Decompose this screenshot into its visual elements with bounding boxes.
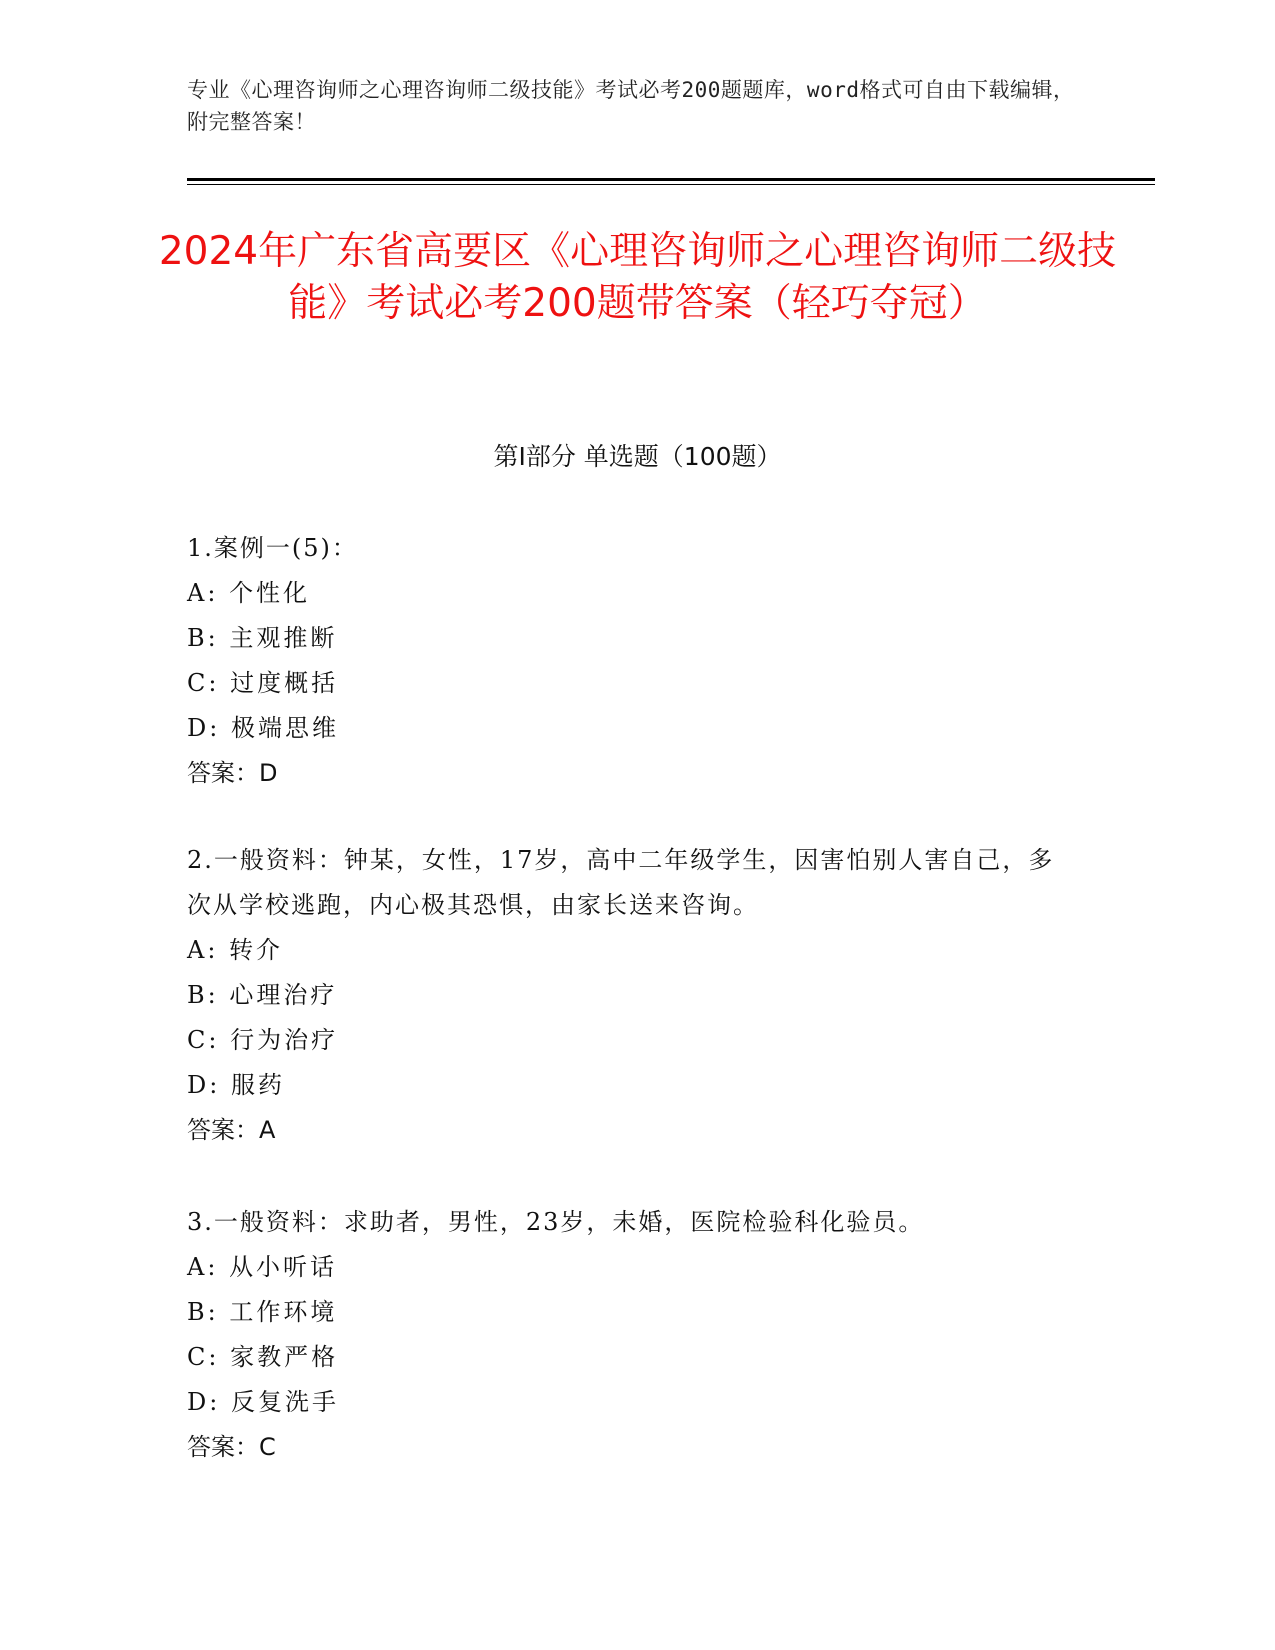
question-stem: 1.案例一(5)： (187, 534, 358, 562)
header-divider-thick (187, 178, 1155, 181)
option-a (187, 1245, 1067, 1290)
option-letter: C: (187, 669, 220, 697)
option-b (187, 616, 1067, 661)
option-letter: C: (187, 1343, 220, 1371)
option-text: 过度概括 (230, 669, 339, 697)
option-letter: B: (187, 624, 219, 652)
option-text: 工作环境 (229, 1298, 338, 1326)
option-d (187, 1063, 1067, 1108)
option-letter: B: (187, 1298, 219, 1326)
option-text: 家教严格 (230, 1343, 339, 1371)
answer-key: 答案：C (187, 1433, 276, 1461)
option-a (187, 571, 1067, 616)
option-d (187, 1380, 1067, 1425)
option-text: 个性化 (229, 579, 311, 607)
option-text: 行为治疗 (230, 1026, 339, 1054)
answer-key: 答案：D (187, 759, 278, 787)
option-b (187, 973, 1067, 1018)
option-text: 从小听话 (229, 1253, 338, 1281)
section-title: 第I部分 单选题（100题） (493, 442, 782, 471)
option-text: 反复洗手 (230, 1388, 339, 1416)
question-stem: 3.一般资料：求助者，男性，23岁，未婚，医院检验科化验员。 (187, 1208, 925, 1236)
option-text: 极端思维 (230, 714, 339, 742)
option-text: 主观推断 (229, 624, 338, 652)
option-c (187, 661, 1067, 706)
option-letter: A: (187, 579, 219, 607)
question-stem: 2.一般资料：钟某，女性，17岁，高中二年级学生，因害怕别人害自己，多次从学校逃跑，内心极其恐惧，由家长送来咨询。 (187, 846, 1055, 919)
question-2 (187, 838, 1067, 1153)
option-a (187, 928, 1067, 973)
option-letter: D: (187, 1071, 221, 1099)
option-letter: A: (187, 936, 219, 964)
option-text: 心理治疗 (229, 981, 338, 1009)
option-letter: B: (187, 981, 219, 1009)
option-d (187, 706, 1067, 751)
option-c (187, 1018, 1067, 1063)
question-1 (187, 526, 1067, 796)
header-note: 专业《心理咨询师之心理咨询师二级技能》考试必考200题题库，word格式可自由下载编辑，附完整答案！ (187, 78, 1075, 134)
header-divider-thin (187, 184, 1155, 185)
option-b (187, 1290, 1067, 1335)
option-c (187, 1335, 1067, 1380)
answer-key: 答案：A (187, 1116, 276, 1144)
document-title: 2024年广东省高要区《心理咨询师之心理咨询师二级技能》考试必考200题带答案（轻巧夺冠） (158, 229, 1117, 326)
option-letter: C: (187, 1026, 220, 1054)
option-text: 服药 (230, 1071, 285, 1099)
option-letter: A: (187, 1253, 219, 1281)
option-letter: D: (187, 1388, 221, 1416)
option-letter: D: (187, 714, 221, 742)
option-text: 转介 (229, 936, 284, 964)
question-3 (187, 1200, 1067, 1470)
